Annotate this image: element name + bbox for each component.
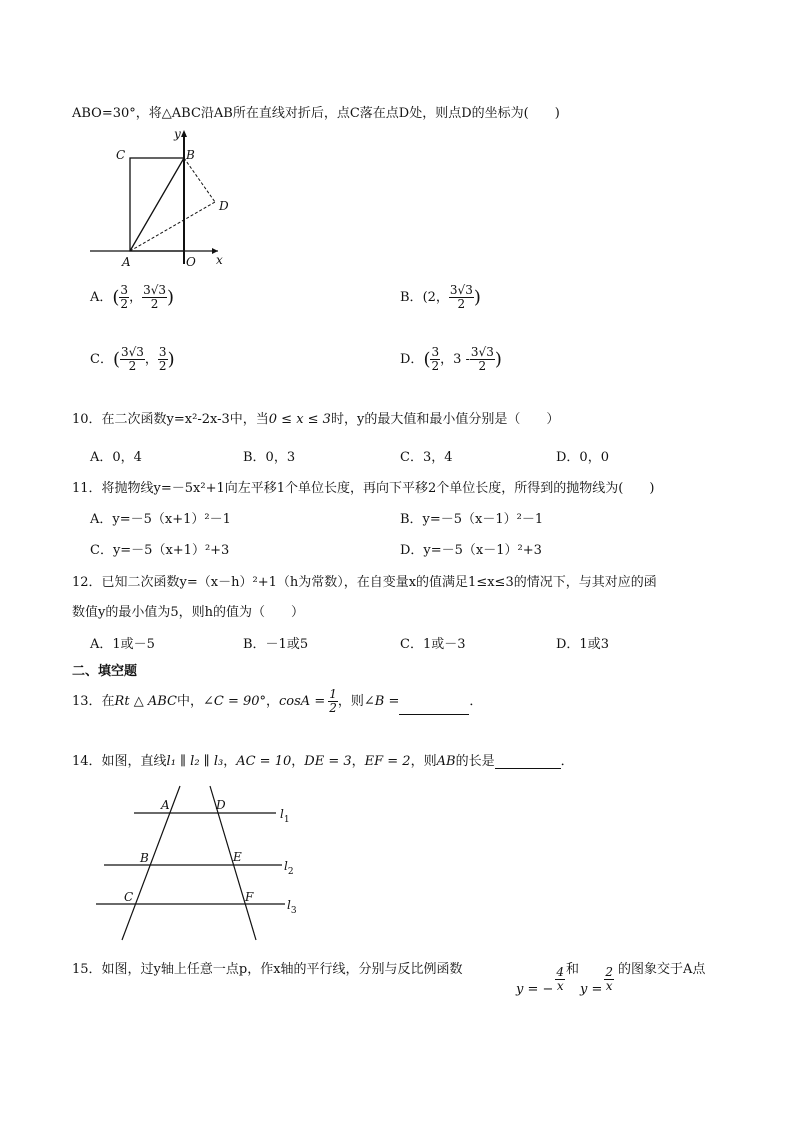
label-f: F [245,890,254,904]
q9-stem: ABO=30°，将△ABC沿AB所在直线对折后，点C落在点D处，则点D的坐标为( ) [72,106,560,121]
segment-ab [130,158,184,251]
q11-option-a[interactable]: A．y=－5（x+1）²－1 [90,512,231,527]
label-d: D [216,798,226,812]
segment-bd [184,158,215,202]
q11-option-c[interactable]: C．y=－5（x+1）²+3 [90,543,230,558]
q10-option-c[interactable]: C．3，4 [400,450,453,465]
label-e: E [233,850,242,864]
q11-option-b[interactable]: B．y=－5（x－1）²－1 [400,512,544,527]
q11-option-d[interactable]: D．y=－5（x－1）²+3 [400,543,542,558]
q12-option-a[interactable]: A．1或－5 [90,637,155,652]
q13-answer-blank[interactable] [399,714,469,715]
q12-option-d[interactable]: D．1或3 [556,637,609,652]
q12-option-c[interactable]: C．1或－3 [400,637,466,652]
q11-stem: 11．将抛物线y=－5x²+1向左平移1个单位长度，再向下平移2个单位长度，所得到的抛物线为( ) [72,481,655,496]
label-l3: $l_3$ [287,898,297,916]
q13-stem: 13．在Rt △ ABC中，∠C = 90°，cosA = $\frac{1}{2}$ ，则∠B = ． [72,687,483,715]
y-axis-arrow-icon [181,130,187,137]
q14-answer-blank[interactable] [495,768,561,769]
q10-stem: 10．在二次函数y=x²-2x-3中，当0 ≤ x ≤ 3时，y的最大值和最小值分别是（ ） [72,412,560,427]
q12-option-b[interactable]: B．－1或5 [243,637,309,652]
q14-figure [90,782,310,947]
label-c: C [116,148,126,162]
q14-stem: 14．如图，直线l₁ ∥ l₂ ∥ l₃，AC = 10，DE = 3，EF = 2，则AB的长是 ． [72,754,574,769]
label-b: B [140,851,149,865]
q9-option-d[interactable]: D．( $\frac{3}{2}$ ，3 - $\frac{3√3}{2}$ ) [400,345,502,373]
q10-option-a[interactable]: A．0，4 [90,450,142,465]
q15-stem-end: 的图象交于A点 [618,962,706,977]
segment-ad [130,202,215,251]
transversal-ac [122,786,180,940]
label-a: A [161,798,170,812]
q9-option-b[interactable]: B．(2， $\frac{3√3}{2}$ ) [400,283,481,311]
q15-function-1: y = − $\frac{4}{x}$ [516,965,565,997]
q15-stem: 15．如图，过y轴上任意一点p，作x轴的平行线，分别与反比例函数 [72,962,463,977]
q15-function-2: y = $\frac{2}{x}$ [580,965,614,997]
q9-figure [86,126,236,272]
label-a: A [122,255,131,269]
label-y: y [174,127,181,141]
q12-stem-line2: 数值y的最小值为5，则h的值为（ ） [72,605,304,620]
q10-option-b[interactable]: B．0，3 [243,450,296,465]
label-x: x [216,253,223,267]
label-c: C [124,890,134,904]
q10-option-d[interactable]: D．0，0 [556,450,609,465]
label-d: D [219,199,229,213]
section-title: 二、填空题 [72,664,138,679]
q9-option-c[interactable]: C．( $\frac{3√3}{2}$ ， $\frac{3}{2}$ ) [90,345,175,373]
q12-stem-line1: 12．已知二次函数y=（x－h）²+1（h为常数），在自变量x的值满足1≤x≤3的情况下，与其对应的函 [72,575,657,590]
label-l2: $l_2$ [284,859,294,877]
q9-option-a[interactable]: A．( $\frac{3}{2}$ ， $\frac{3√3}{2}$ ) [90,283,175,311]
label-b: B [186,148,195,162]
q15-and: 和 [566,962,580,977]
label-l1: $l_1$ [280,807,290,825]
label-o: O [186,255,196,269]
